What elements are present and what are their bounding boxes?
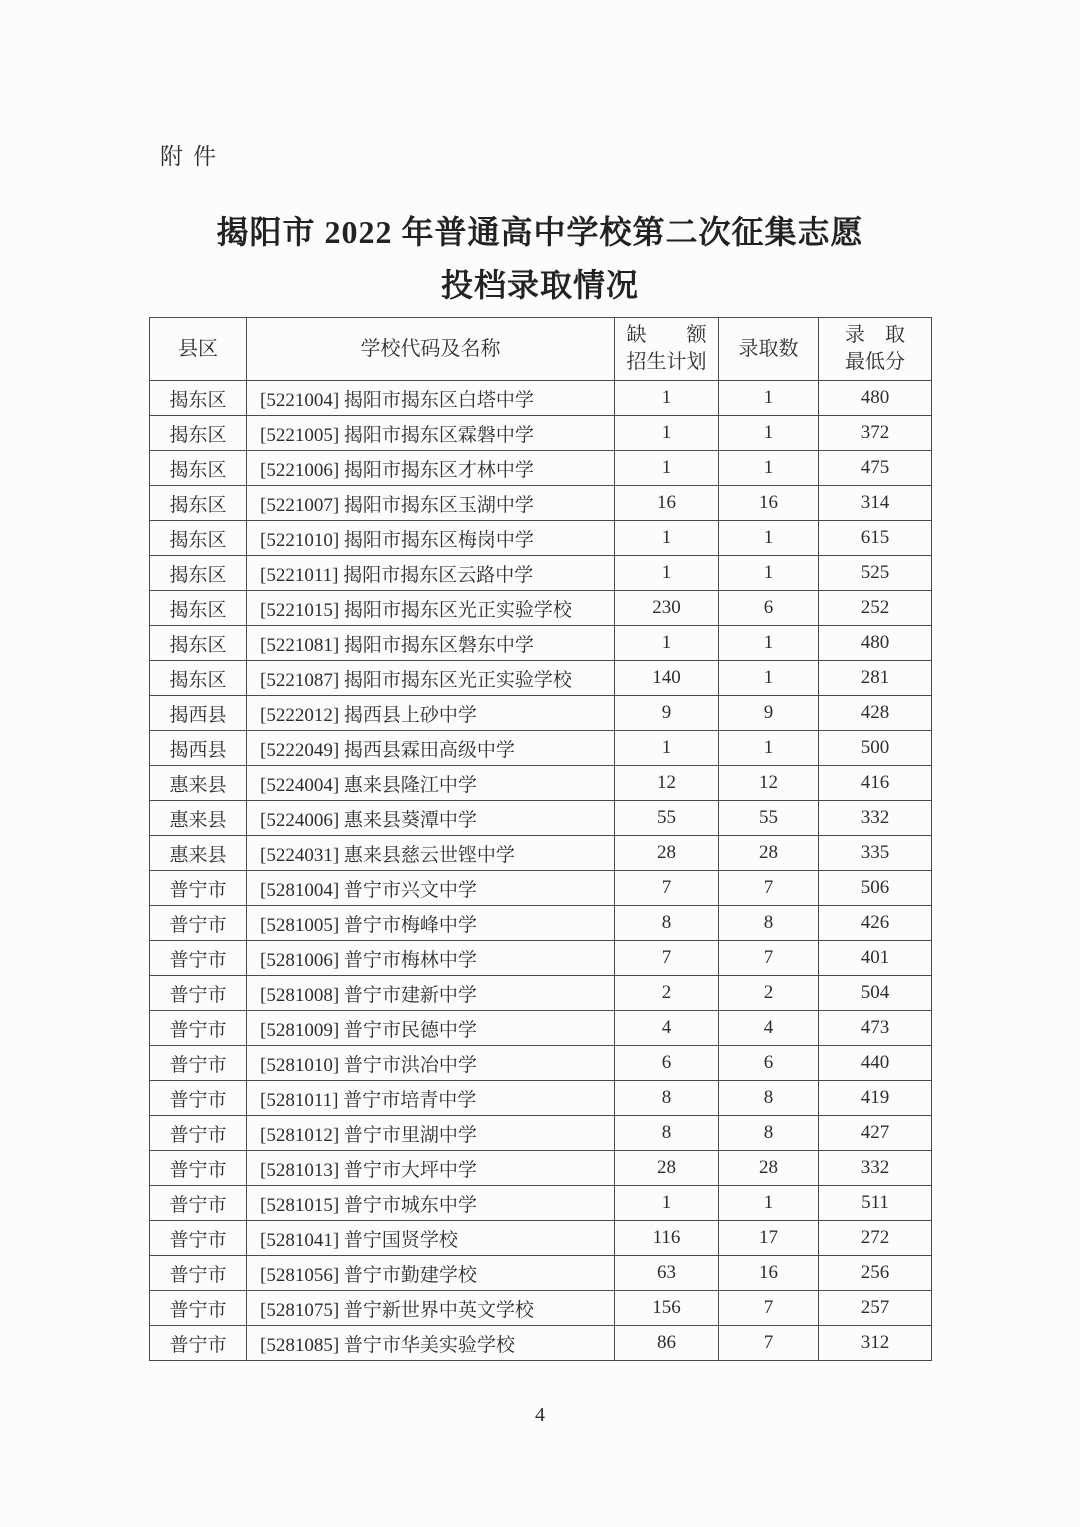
cell-district: 普宁市 (150, 941, 247, 976)
table-row (150, 941, 932, 976)
cell-school: [5221007] 揭阳市揭东区玉湖中学 (247, 486, 615, 521)
cell-school: [5281009] 普宁市民德中学 (247, 1011, 615, 1046)
cell-vacancy-plan: 7 (615, 941, 719, 976)
cell-school: [5222012] 揭西县上砂中学 (247, 696, 615, 731)
cell-min-score: 506 (819, 871, 932, 906)
cell-min-score: 480 (819, 626, 932, 661)
cell-district: 普宁市 (150, 871, 247, 906)
cell-admitted-count: 1 (719, 451, 819, 486)
cell-district: 揭西县 (150, 731, 247, 766)
table-row (150, 556, 932, 591)
cell-admitted-count: 12 (719, 766, 819, 801)
cell-district: 揭东区 (150, 661, 247, 696)
table-row (150, 1151, 932, 1186)
cell-vacancy-plan: 1 (615, 521, 719, 556)
cell-school: [5281006] 普宁市梅林中学 (247, 941, 615, 976)
table-row (150, 906, 932, 941)
cell-admitted-count: 55 (719, 801, 819, 836)
table-row (150, 976, 932, 1011)
cell-admitted-count: 4 (719, 1011, 819, 1046)
cell-vacancy-plan: 28 (615, 836, 719, 871)
cell-vacancy-plan: 55 (615, 801, 719, 836)
cell-district: 揭西县 (150, 696, 247, 731)
cell-admitted-count: 2 (719, 976, 819, 1011)
cell-min-score: 473 (819, 1011, 932, 1046)
cell-school: [5281015] 普宁市城东中学 (247, 1186, 615, 1221)
cell-vacancy-plan: 4 (615, 1011, 719, 1046)
cell-district: 揭东区 (150, 416, 247, 451)
cell-vacancy-plan: 2 (615, 976, 719, 1011)
cell-vacancy-plan: 116 (615, 1221, 719, 1256)
cell-admitted-count: 1 (719, 521, 819, 556)
cell-admitted-count: 16 (719, 486, 819, 521)
cell-admitted-count: 6 (719, 591, 819, 626)
cell-min-score: 615 (819, 521, 932, 556)
header-min-score-line-2: 最低分 (845, 351, 905, 373)
cell-school: [5281011] 普宁市培青中学 (247, 1081, 615, 1116)
cell-school: [5222049] 揭西县霖田高级中学 (247, 731, 615, 766)
table-row (150, 1046, 932, 1081)
cell-district: 揭东区 (150, 451, 247, 486)
cell-min-score: 401 (819, 941, 932, 976)
cell-school: [5281012] 普宁市里湖中学 (247, 1116, 615, 1151)
cell-min-score: 332 (819, 801, 932, 836)
table-row (150, 1256, 932, 1291)
cell-min-score: 511 (819, 1186, 932, 1221)
cell-school: [5221015] 揭阳市揭东区光正实验学校 (247, 591, 615, 626)
cell-admitted-count: 8 (719, 906, 819, 941)
cell-admitted-count: 8 (719, 1116, 819, 1151)
cell-vacancy-plan: 28 (615, 1151, 719, 1186)
title-line-2: 投档录取情况 (440, 267, 639, 303)
cell-district: 揭东区 (150, 591, 247, 626)
cell-vacancy-plan: 8 (615, 1116, 719, 1151)
table-row (150, 766, 932, 801)
cell-school: [5221004] 揭阳市揭东区白塔中学 (247, 381, 615, 416)
cell-district: 普宁市 (150, 1186, 247, 1221)
cell-vacancy-plan: 86 (615, 1326, 719, 1361)
cell-min-score: 504 (819, 976, 932, 1011)
table-row (150, 731, 932, 766)
cell-min-score: 419 (819, 1081, 932, 1116)
cell-district: 揭东区 (150, 626, 247, 661)
header-admitted-count: 录取数 (719, 318, 819, 381)
cell-school: [5221005] 揭阳市揭东区霖磐中学 (247, 416, 615, 451)
cell-min-score: 314 (819, 486, 932, 521)
table-row (150, 1116, 932, 1151)
table-row (150, 1221, 932, 1256)
cell-min-score: 427 (819, 1116, 932, 1151)
cell-district: 惠来县 (150, 836, 247, 871)
table-row (150, 416, 932, 451)
cell-admitted-count: 1 (719, 1186, 819, 1221)
cell-admitted-count: 16 (719, 1256, 819, 1291)
cell-vacancy-plan: 1 (615, 381, 719, 416)
cell-admitted-count: 8 (719, 1081, 819, 1116)
document-title (0, 206, 1080, 312)
cell-district: 普宁市 (150, 1326, 247, 1361)
cell-min-score: 480 (819, 381, 932, 416)
cell-district: 普宁市 (150, 1256, 247, 1291)
cell-min-score: 416 (819, 766, 932, 801)
cell-vacancy-plan: 140 (615, 661, 719, 696)
title-line-1: 揭阳市 2022 年普通高中学校第二次征集志愿 (216, 214, 864, 250)
cell-vacancy-plan: 230 (615, 591, 719, 626)
cell-admitted-count: 28 (719, 1151, 819, 1186)
table-row (150, 1011, 932, 1046)
table-row (150, 1326, 932, 1361)
header-school: 学校代码及名称 (247, 318, 615, 381)
table-row (150, 1291, 932, 1326)
cell-admitted-count: 7 (719, 871, 819, 906)
cell-vacancy-plan: 6 (615, 1046, 719, 1081)
table-row (150, 1186, 932, 1221)
cell-school: [5221010] 揭阳市揭东区梅岗中学 (247, 521, 615, 556)
table-row (150, 801, 932, 836)
cell-school: [5281085] 普宁市华美实验学校 (247, 1326, 615, 1361)
cell-admitted-count: 7 (719, 1291, 819, 1326)
cell-admitted-count: 7 (719, 1326, 819, 1361)
cell-min-score: 426 (819, 906, 932, 941)
page-number: 4 (535, 1404, 545, 1426)
cell-min-score: 335 (819, 836, 932, 871)
cell-min-score: 525 (819, 556, 932, 591)
cell-school: [5281005] 普宁市梅峰中学 (247, 906, 615, 941)
header-vacancy-line-2: 招生计划 (626, 351, 707, 373)
cell-vacancy-plan: 1 (615, 416, 719, 451)
cell-vacancy-plan: 1 (615, 556, 719, 591)
table-row (150, 836, 932, 871)
cell-min-score: 281 (819, 661, 932, 696)
cell-admitted-count: 1 (719, 626, 819, 661)
cell-district: 普宁市 (150, 906, 247, 941)
table-row (150, 381, 932, 416)
header-district: 县区 (150, 318, 247, 381)
cell-min-score: 372 (819, 416, 932, 451)
cell-min-score: 272 (819, 1221, 932, 1256)
cell-vacancy-plan: 63 (615, 1256, 719, 1291)
cell-school: [5281041] 普宁国贤学校 (247, 1221, 615, 1256)
header-vacancy-plan (615, 318, 719, 381)
cell-vacancy-plan: 156 (615, 1291, 719, 1326)
header-min-score-line-1: 录 取 (845, 324, 905, 346)
cell-district: 普宁市 (150, 1081, 247, 1116)
cell-vacancy-plan: 8 (615, 906, 719, 941)
cell-vacancy-plan: 1 (615, 451, 719, 486)
cell-admitted-count: 9 (719, 696, 819, 731)
cell-school: [5281004] 普宁市兴文中学 (247, 871, 615, 906)
cell-district: 揭东区 (150, 381, 247, 416)
header-vacancy-line-1: 缺 额 (626, 324, 707, 346)
cell-admitted-count: 6 (719, 1046, 819, 1081)
cell-school: [5224031] 惠来县慈云世铿中学 (247, 836, 615, 871)
cell-admitted-count: 17 (719, 1221, 819, 1256)
cell-min-score: 257 (819, 1291, 932, 1326)
cell-school: [5281013] 普宁市大坪中学 (247, 1151, 615, 1186)
cell-district: 普宁市 (150, 1291, 247, 1326)
cell-vacancy-plan: 1 (615, 626, 719, 661)
table-row (150, 521, 932, 556)
cell-school: [5224004] 惠来县隆江中学 (247, 766, 615, 801)
cell-school: [5281008] 普宁市建新中学 (247, 976, 615, 1011)
cell-min-score: 440 (819, 1046, 932, 1081)
cell-vacancy-plan: 12 (615, 766, 719, 801)
cell-admitted-count: 1 (719, 381, 819, 416)
cell-district: 揭东区 (150, 556, 247, 591)
cell-district: 普宁市 (150, 1221, 247, 1256)
cell-admitted-count: 28 (719, 836, 819, 871)
cell-admitted-count: 1 (719, 731, 819, 766)
table-row (150, 1081, 932, 1116)
header-min-score (819, 318, 932, 381)
cell-school: [5281056] 普宁市勤建学校 (247, 1256, 615, 1291)
cell-school: [5221006] 揭阳市揭东区才林中学 (247, 451, 615, 486)
cell-vacancy-plan: 1 (615, 1186, 719, 1221)
cell-admitted-count: 1 (719, 661, 819, 696)
cell-district: 揭东区 (150, 521, 247, 556)
cell-district: 普宁市 (150, 1151, 247, 1186)
cell-district: 惠来县 (150, 801, 247, 836)
attachment-label: 附件 (160, 144, 226, 169)
table-row (150, 626, 932, 661)
table-row (150, 451, 932, 486)
table-row (150, 661, 932, 696)
table-row (150, 696, 932, 731)
cell-school: [5221087] 揭阳市揭东区光正实验学校 (247, 661, 615, 696)
cell-vacancy-plan: 8 (615, 1081, 719, 1116)
cell-district: 普宁市 (150, 1046, 247, 1081)
cell-school: [5224006] 惠来县葵潭中学 (247, 801, 615, 836)
cell-vacancy-plan: 16 (615, 486, 719, 521)
table-header-row (150, 318, 932, 381)
cell-min-score: 312 (819, 1326, 932, 1361)
cell-school: [5281075] 普宁新世界中英文学校 (247, 1291, 615, 1326)
cell-min-score: 252 (819, 591, 932, 626)
cell-min-score: 332 (819, 1151, 932, 1186)
cell-school: [5221011] 揭阳市揭东区云路中学 (247, 556, 615, 591)
cell-min-score: 475 (819, 451, 932, 486)
cell-vacancy-plan: 9 (615, 696, 719, 731)
cell-district: 惠来县 (150, 766, 247, 801)
cell-min-score: 256 (819, 1256, 932, 1291)
cell-min-score: 428 (819, 696, 932, 731)
cell-district: 普宁市 (150, 1011, 247, 1046)
cell-vacancy-plan: 1 (615, 731, 719, 766)
cell-school: [5281010] 普宁市洪冶中学 (247, 1046, 615, 1081)
cell-admitted-count: 1 (719, 416, 819, 451)
cell-min-score: 500 (819, 731, 932, 766)
cell-admitted-count: 1 (719, 556, 819, 591)
admission-table (149, 317, 932, 1361)
table-row (150, 486, 932, 521)
cell-district: 揭东区 (150, 486, 247, 521)
cell-district: 普宁市 (150, 976, 247, 1011)
table-row (150, 871, 932, 906)
cell-school: [5221081] 揭阳市揭东区磐东中学 (247, 626, 615, 661)
cell-vacancy-plan: 7 (615, 871, 719, 906)
table-row (150, 591, 932, 626)
cell-admitted-count: 7 (719, 941, 819, 976)
cell-district: 普宁市 (150, 1116, 247, 1151)
